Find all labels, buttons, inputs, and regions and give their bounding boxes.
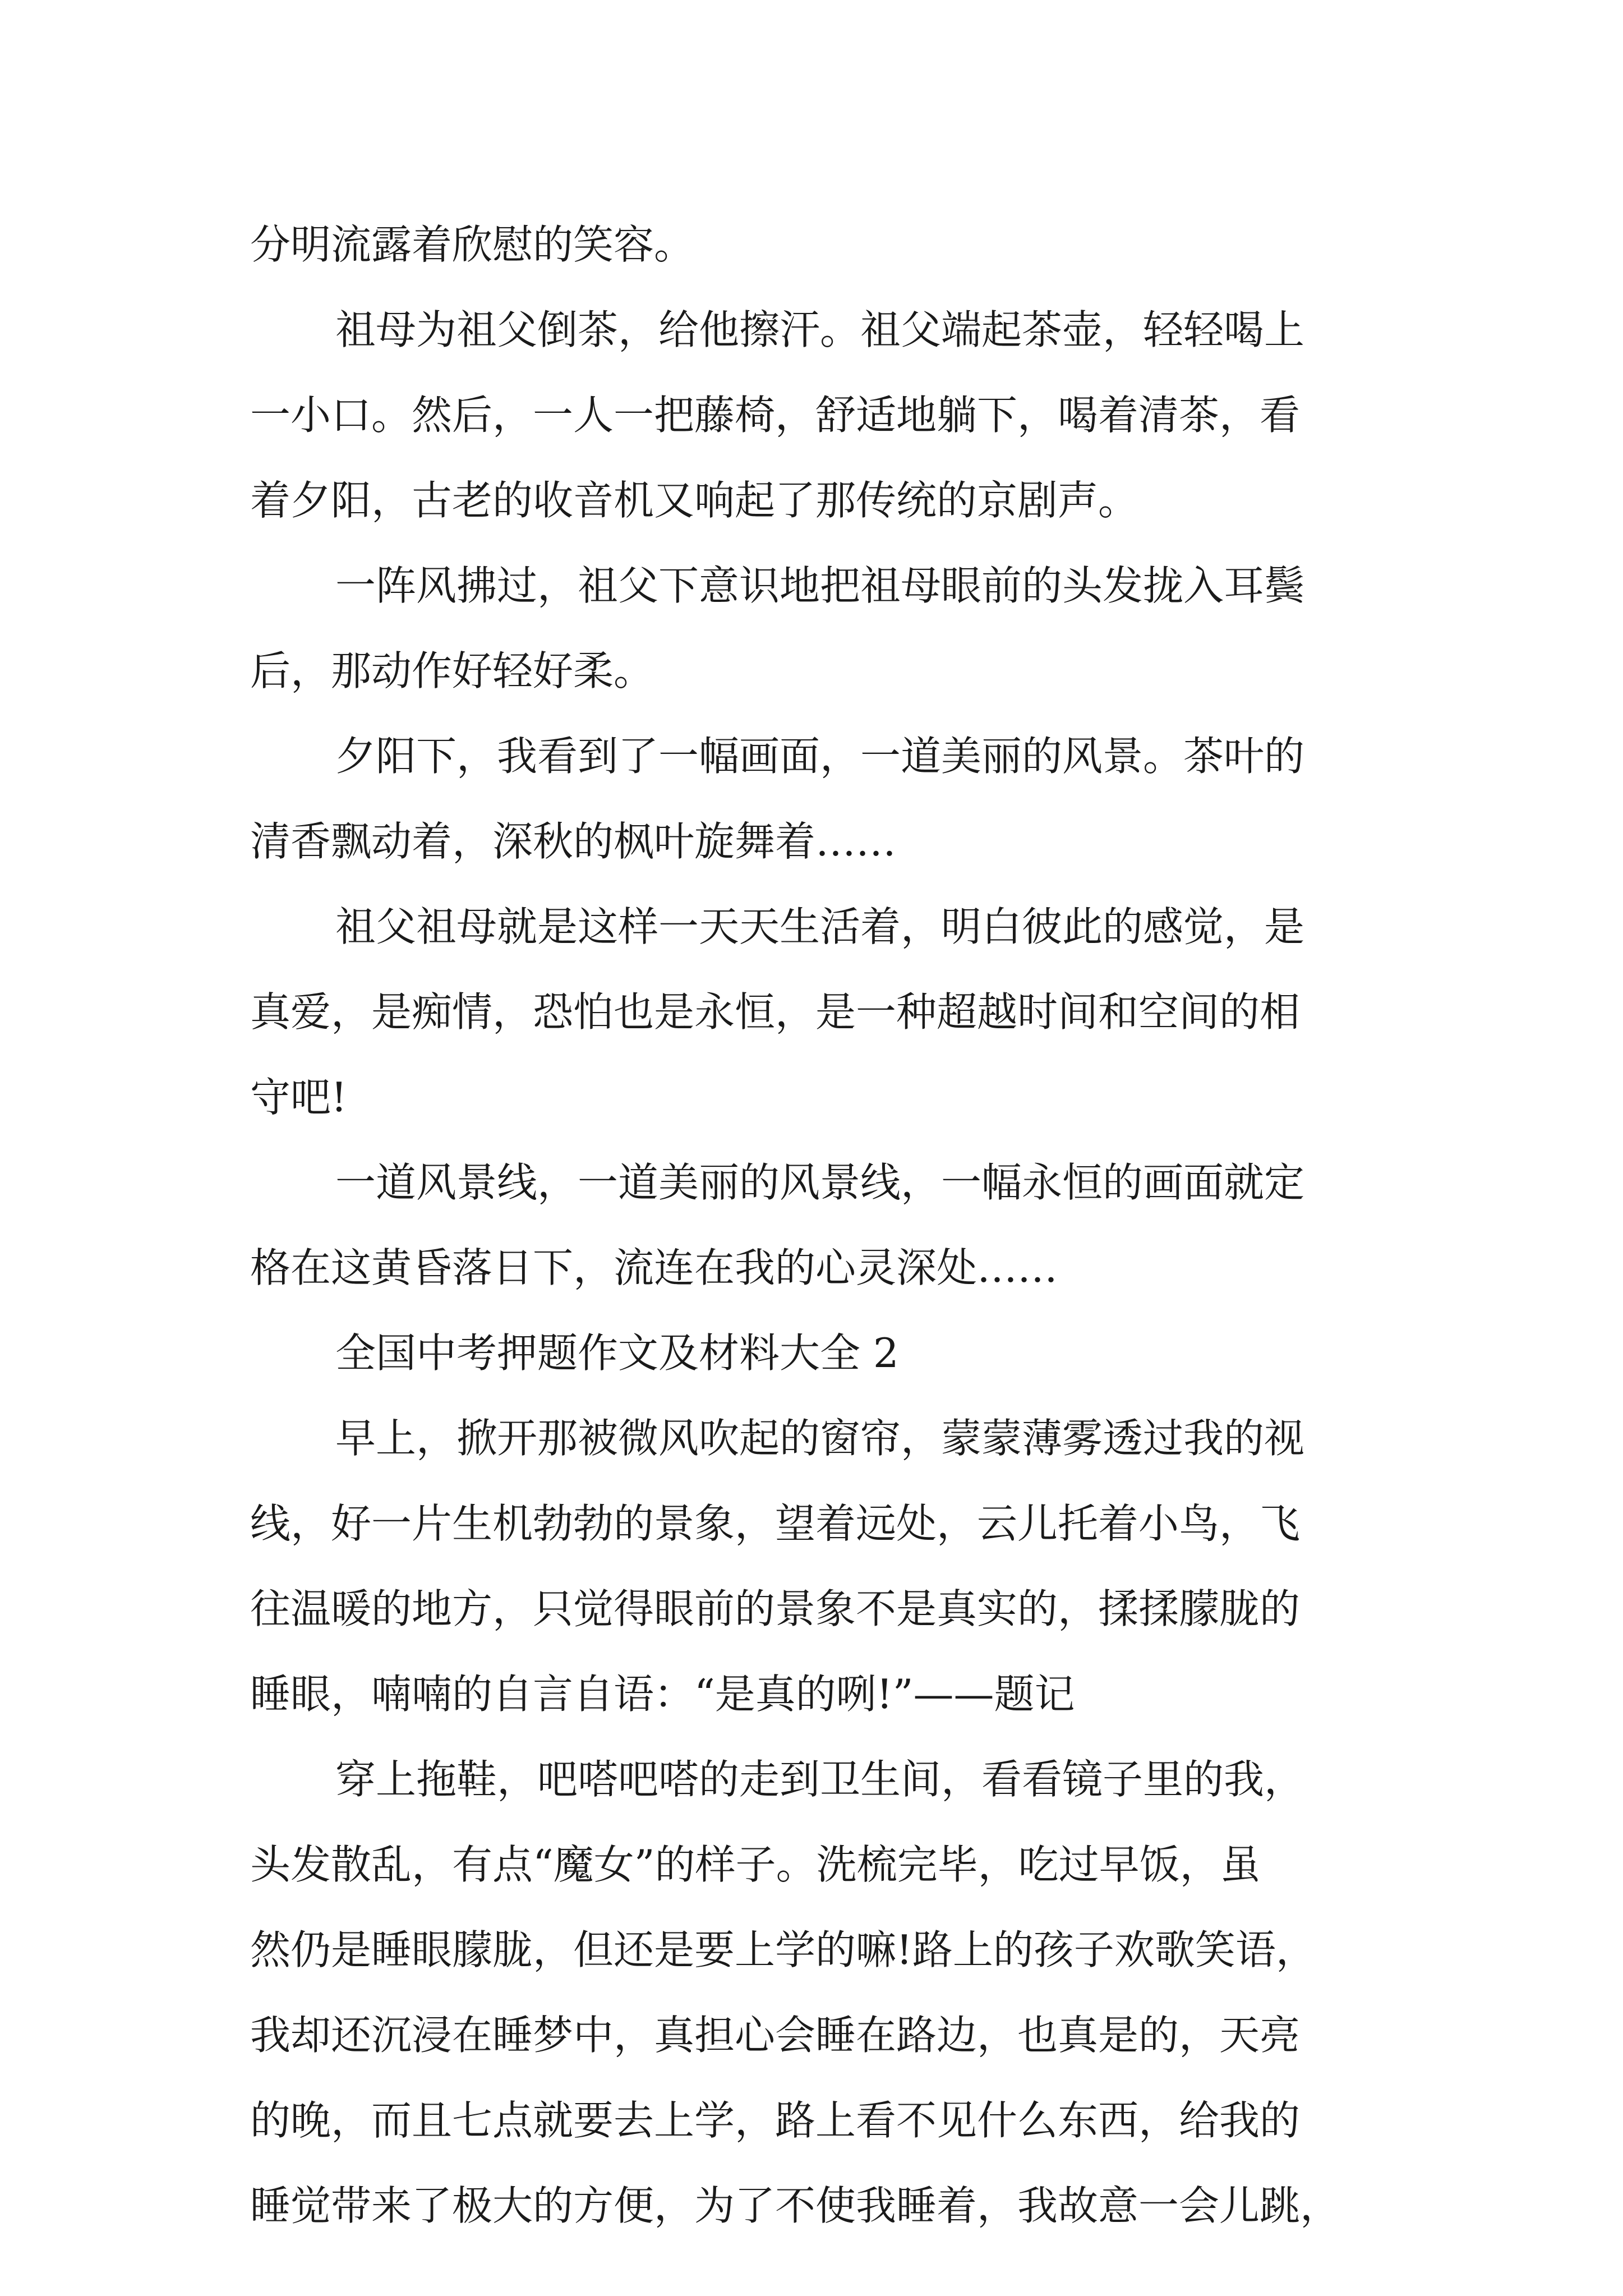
paragraph-start-line: 祖母为祖父倒茶，给他擦汗。祖父端起茶壶，轻轻喝上 <box>335 306 1305 353</box>
text-line: 后，那动作好轻好柔。 <box>250 647 654 694</box>
text-line: 的晚，而且七点就要去上学，路上看不见什么东西，给我的 <box>250 2097 1301 2144</box>
paragraph-start-line: 穿上拖鞋，吧嗒吧嗒的走到卫生间，看看镜子里的我， <box>335 1756 1305 1803</box>
text-line: 真爱，是痴情，恐怕也是永恒，是一种超越时间和空间的相 <box>250 988 1301 1036</box>
paragraph-start-line: 夕阳下，我看到了一幅画面，一道美丽的风景。茶叶的 <box>335 733 1305 780</box>
text-line: 清香飘动着，深秋的枫叶旋舞着…… <box>250 818 897 865</box>
text-line: 往温暖的地方，只觉得眼前的景象不是真实的，揉揉朦胧的 <box>250 1585 1301 1632</box>
text-line: 一小口。然后，一人一把藤椅，舒适地躺下，喝着清茶，看 <box>250 392 1301 439</box>
text-line: 分明流露着欣慰的笑容。 <box>250 221 695 268</box>
text-line: 然仍是睡眼朦胧，但还是要上学的嘛!路上的孩子欢歌笑语， <box>250 1926 1316 1973</box>
text-line: 我却还沉浸在睡梦中，真担心会睡在路边，也真是的，天亮 <box>250 2012 1301 2059</box>
paragraph-start-line: 一道风景线，一道美丽的风景线，一幅永恒的画面就定 <box>335 1159 1305 1206</box>
text-line: 头发散乱，有点“魔女”的样子。洗梳完毕，吃过早饭，虽 <box>250 1841 1261 1888</box>
document-body <box>250 202 1377 2248</box>
text-line: 线，好一片生机勃勃的景象，望着远处，云儿托着小鸟，飞 <box>250 1500 1301 1547</box>
text-line: 睡眼，喃喃的自言自语：“是真的咧!”——题记 <box>250 1671 1075 1718</box>
paragraph-start-line: 早上，掀开那被微风吹起的窗帘，蒙蒙薄雾透过我的视 <box>335 1415 1305 1462</box>
text-line: 着夕阳，古老的收音机又响起了那传统的京剧声。 <box>250 477 1139 524</box>
paragraph-start-line: 祖父祖母就是这样一天天生活着，明白彼此的感觉，是 <box>335 903 1305 950</box>
text-line: 睡觉带来了极大的方便，为了不使我睡着，我故意一会儿跳， <box>250 2182 1341 2229</box>
text-line: 格在这黄昏落日下，流连在我的心灵深处…… <box>250 1244 1058 1291</box>
text-line: 守吧! <box>250 1074 347 1121</box>
section-heading: 全国中考押题作文及材料大全 2 <box>335 1329 899 1377</box>
paragraph-start-line: 一阵风拂过，祖父下意识地把祖母眼前的头发拢入耳鬓 <box>335 562 1305 609</box>
